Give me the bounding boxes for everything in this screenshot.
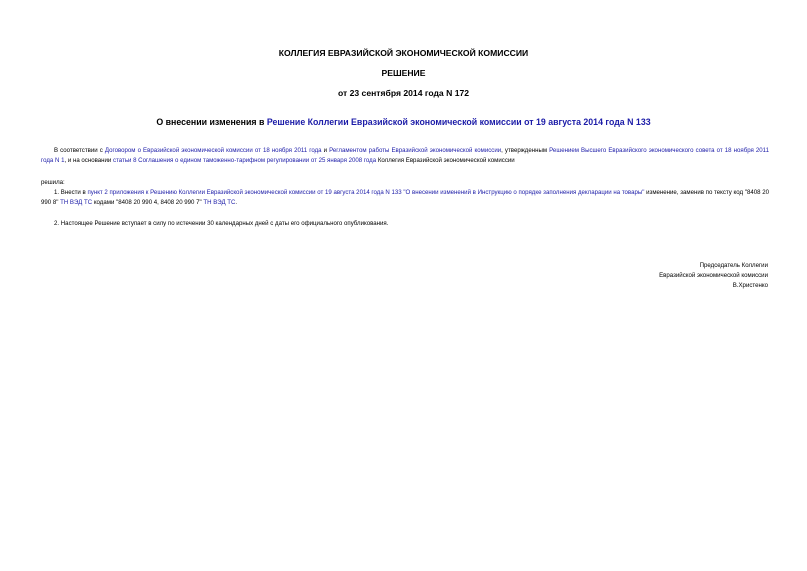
text-segment: В соответствии с [54, 147, 105, 154]
text-segment: , и на основании [64, 157, 114, 164]
subject-prefix: О внесении изменения в [156, 117, 267, 127]
link-supreme-council-decision[interactable]: Решением Высшего Евразийского экономического совета от 18 ноября 2011 года N 1 [41, 147, 769, 164]
text-segment: . [235, 199, 238, 206]
signature-position: Председатель Коллегии [699, 262, 768, 269]
document-type: РЕШЕНИЕ [381, 68, 426, 78]
decided-label: решила: [41, 179, 65, 186]
link-tn-ved-ts[interactable]: ТН ВЭД ТС [203, 199, 236, 206]
preamble-paragraph [41, 146, 769, 166]
link-eec-regulations[interactable]: Регламентом работы Евразийской экономической комиссии [329, 147, 502, 154]
link-tn-ved-ts[interactable]: ТН ВЭД ТС [60, 199, 93, 206]
clause-1-paragraph [41, 188, 769, 208]
text-segment: Коллегия Евразийской экономической комиссии [376, 157, 515, 164]
signature-organization: Евразийской экономической комиссии [659, 272, 768, 279]
subject-link[interactable]: Решение Коллегии Евразийской экономической комиссии от 19 августа 2014 года N 133 [266, 117, 651, 127]
text-segment: 1. Внести в [54, 189, 88, 196]
document-subject [0, 117, 807, 127]
signature-name: В.Христенко [732, 282, 768, 289]
link-eec-treaty[interactable]: Договором о Евразийской экономической комиссии от 18 ноября 2011 года [104, 147, 322, 154]
text-segment: , утвержденным [501, 147, 550, 154]
document-date: от 23 сентября 2014 года N 172 [337, 88, 470, 98]
text-segment: и [321, 147, 330, 154]
text-segment: кодами "8408 20 990 4, 8408 20 990 7" [92, 199, 204, 206]
link-article-8-agreement[interactable]: статьи 8 Соглашения о едином таможенно-тарифном регулировании от 25 января 2008 года [113, 157, 377, 164]
text-segment: изменение, заменив по тексту код "8408 20 990 8" [41, 189, 769, 206]
link-clause-2-appendix[interactable]: пункт 2 приложения к Решению Коллегии Евразийской экономической комиссии от 19 августа 2014 года N 133 "О внесении изменений в Инструкцию о порядке заполнения декларации на товары" [87, 189, 645, 196]
organization-title: КОЛЛЕГИЯ ЕВРАЗИЙСКОЙ ЭКОНОМИЧЕСКОЙ КОМИССИИ [278, 48, 529, 58]
clause-2-paragraph: 2. Настоящее Решение вступает в силу по истечении 30 календарных дней с даты его официального опубликования. [54, 220, 389, 227]
